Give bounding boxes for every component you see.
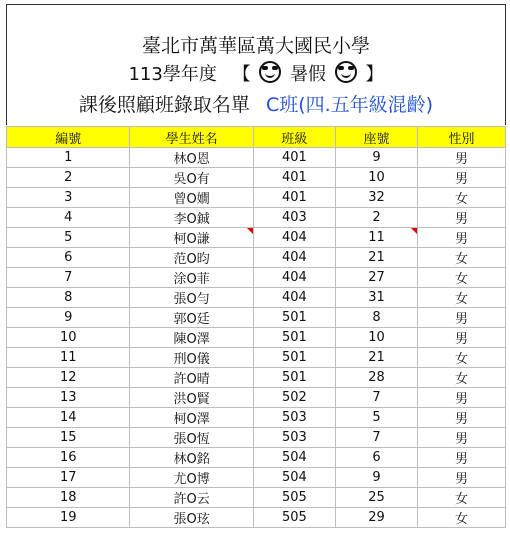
cell-number[interactable]: 5 bbox=[7, 228, 130, 248]
table-row bbox=[7, 428, 506, 448]
cell-class[interactable]: 404 bbox=[253, 228, 335, 248]
cell-gender[interactable]: 男 bbox=[418, 428, 506, 448]
cell-seat[interactable]: 10 bbox=[336, 328, 418, 348]
cell-number[interactable]: 19 bbox=[7, 508, 130, 528]
cell-name[interactable]: 尤O博 bbox=[130, 468, 253, 488]
table-row bbox=[7, 268, 506, 288]
cell-gender[interactable]: 女 bbox=[418, 288, 506, 308]
cell-class[interactable]: 501 bbox=[253, 328, 335, 348]
cell-name[interactable]: 陳O澤 bbox=[130, 328, 253, 348]
cell-seat[interactable]: 21 bbox=[336, 248, 418, 268]
cell-gender[interactable]: 女 bbox=[418, 188, 506, 208]
col-header-gender[interactable]: 性別 bbox=[418, 127, 506, 148]
table-row bbox=[7, 228, 506, 248]
cell-number[interactable]: 15 bbox=[7, 428, 130, 448]
cell-number[interactable]: 3 bbox=[7, 188, 130, 208]
cell-name[interactable]: 林O恩 bbox=[130, 148, 253, 168]
cell-number[interactable]: 13 bbox=[7, 388, 130, 408]
cell-class[interactable]: 501 bbox=[253, 348, 335, 368]
table-row bbox=[7, 468, 506, 488]
cell-name[interactable]: 張O玹 bbox=[130, 508, 253, 528]
cell-number[interactable]: 8 bbox=[7, 288, 130, 308]
cell-number[interactable]: 2 bbox=[7, 168, 130, 188]
cell-seat[interactable]: 21 bbox=[336, 348, 418, 368]
table-row bbox=[7, 388, 506, 408]
summer-label: 暑假 bbox=[290, 64, 327, 85]
title-block bbox=[6, 4, 506, 125]
table-row bbox=[7, 408, 506, 428]
cell-seat[interactable]: 7 bbox=[336, 388, 418, 408]
cell-gender[interactable]: 女 bbox=[418, 348, 506, 368]
table-row bbox=[7, 448, 506, 468]
table-row bbox=[7, 208, 506, 228]
cell-gender[interactable]: 女 bbox=[418, 248, 506, 268]
cell-number[interactable]: 7 bbox=[7, 268, 130, 288]
col-header-name[interactable]: 學生姓名 bbox=[130, 127, 253, 148]
cell-seat[interactable]: 9 bbox=[336, 468, 418, 488]
term-year: 113學年度 bbox=[128, 64, 217, 85]
cell-number[interactable]: 10 bbox=[7, 328, 130, 348]
cell-name[interactable]: 吳O有 bbox=[130, 168, 253, 188]
cell-number[interactable]: 17 bbox=[7, 468, 130, 488]
cell-number[interactable]: 6 bbox=[7, 248, 130, 268]
cell-name[interactable]: 許O晴 bbox=[130, 368, 253, 388]
cell-gender[interactable]: 男 bbox=[418, 168, 506, 188]
sunglasses-face-icon bbox=[259, 61, 281, 83]
cell-class[interactable]: 401 bbox=[253, 168, 335, 188]
cell-class[interactable]: 501 bbox=[253, 368, 335, 388]
table-row bbox=[7, 168, 506, 188]
cell-class[interactable]: 505 bbox=[253, 508, 335, 528]
table-row bbox=[7, 368, 506, 388]
cell-gender[interactable]: 女 bbox=[418, 508, 506, 528]
cell-gender[interactable]: 女 bbox=[418, 488, 506, 508]
table-body bbox=[7, 148, 506, 528]
table-row bbox=[7, 288, 506, 308]
cell-seat[interactable]: 11 bbox=[336, 228, 418, 248]
cell-number[interactable]: 12 bbox=[7, 368, 130, 388]
table-row bbox=[7, 488, 506, 508]
cell-number[interactable]: 14 bbox=[7, 408, 130, 428]
cell-seat[interactable]: 32 bbox=[336, 188, 418, 208]
cell-name[interactable]: 張O勻 bbox=[130, 288, 253, 308]
cell-class[interactable]: 503 bbox=[253, 428, 335, 448]
table-row bbox=[7, 348, 506, 368]
cell-seat[interactable]: 2 bbox=[336, 208, 418, 228]
cell-seat[interactable]: 27 bbox=[336, 268, 418, 288]
cell-gender[interactable]: 男 bbox=[418, 448, 506, 468]
list-title bbox=[7, 90, 505, 117]
cell-class[interactable]: 403 bbox=[253, 208, 335, 228]
cell-class[interactable]: 404 bbox=[253, 268, 335, 288]
roster-table bbox=[6, 126, 506, 528]
cell-seat[interactable]: 29 bbox=[336, 508, 418, 528]
cell-name[interactable]: 李O鋮 bbox=[130, 208, 253, 228]
cell-number[interactable]: 16 bbox=[7, 448, 130, 468]
sunglasses-face-icon bbox=[335, 61, 357, 83]
cell-seat[interactable]: 6 bbox=[336, 448, 418, 468]
cell-name[interactable]: 曾O嫺 bbox=[130, 188, 253, 208]
table-row bbox=[7, 248, 506, 268]
cell-seat[interactable]: 10 bbox=[336, 168, 418, 188]
cell-seat[interactable]: 28 bbox=[336, 368, 418, 388]
cell-name[interactable]: 洪O賢 bbox=[130, 388, 253, 408]
cell-class[interactable]: 505 bbox=[253, 488, 335, 508]
cell-number[interactable]: 11 bbox=[7, 348, 130, 368]
cell-gender[interactable]: 男 bbox=[418, 308, 506, 328]
cell-seat[interactable]: 7 bbox=[336, 428, 418, 448]
col-header-seat[interactable]: 座號 bbox=[336, 127, 418, 148]
cell-class[interactable]: 501 bbox=[253, 308, 335, 328]
cell-gender[interactable]: 男 bbox=[418, 228, 506, 248]
list-title-main: 課後照顧班錄取名單 bbox=[78, 94, 250, 116]
cell-gender[interactable]: 男 bbox=[418, 388, 506, 408]
roster-sheet bbox=[6, 4, 506, 532]
cell-class[interactable]: 504 bbox=[253, 468, 335, 488]
cell-gender[interactable]: 男 bbox=[418, 468, 506, 488]
cell-gender[interactable]: 男 bbox=[418, 328, 506, 348]
cell-seat[interactable]: 25 bbox=[336, 488, 418, 508]
cell-number[interactable]: 18 bbox=[7, 488, 130, 508]
cell-seat[interactable]: 9 bbox=[336, 148, 418, 168]
cell-seat[interactable]: 8 bbox=[336, 308, 418, 328]
cell-class[interactable]: 503 bbox=[253, 408, 335, 428]
cell-name[interactable]: 張O恆 bbox=[130, 428, 253, 448]
table-row bbox=[7, 188, 506, 208]
cell-seat[interactable]: 5 bbox=[336, 408, 418, 428]
cell-name[interactable]: 柯O澤 bbox=[130, 408, 253, 428]
table-row bbox=[7, 508, 506, 528]
cell-class[interactable]: 502 bbox=[253, 388, 335, 408]
cell-name[interactable]: 柯O謙 bbox=[130, 228, 253, 248]
cell-number[interactable]: 9 bbox=[7, 308, 130, 328]
table-header-row bbox=[7, 127, 506, 148]
cell-name[interactable]: 涂O菲 bbox=[130, 268, 253, 288]
table-row bbox=[7, 148, 506, 168]
class-label: C班(四.五年級混齡) bbox=[265, 94, 434, 116]
col-header-class[interactable]: 班級 bbox=[253, 127, 335, 148]
cell-gender[interactable]: 男 bbox=[418, 148, 506, 168]
table-row bbox=[7, 308, 506, 328]
cell-class[interactable]: 401 bbox=[253, 148, 335, 168]
term-title bbox=[7, 60, 505, 86]
cell-seat[interactable]: 31 bbox=[336, 288, 418, 308]
cell-gender[interactable]: 男 bbox=[418, 408, 506, 428]
table-row bbox=[7, 328, 506, 348]
cell-name[interactable]: 林O銘 bbox=[130, 448, 253, 468]
cell-name[interactable]: 許O云 bbox=[130, 488, 253, 508]
cell-number[interactable]: 4 bbox=[7, 208, 130, 228]
col-header-number[interactable]: 編號 bbox=[7, 127, 130, 148]
school-name: 臺北市萬華區萬大國民小學 bbox=[141, 35, 370, 57]
cell-class[interactable]: 404 bbox=[253, 248, 335, 268]
bracket-close: 】 bbox=[365, 64, 384, 85]
cell-name[interactable]: 刑O儀 bbox=[130, 348, 253, 368]
cell-number[interactable]: 1 bbox=[7, 148, 130, 168]
cell-name[interactable]: 郭O廷 bbox=[130, 308, 253, 328]
cell-class[interactable]: 504 bbox=[253, 448, 335, 468]
cell-gender[interactable]: 女 bbox=[418, 368, 506, 388]
cell-name[interactable]: 范O昀 bbox=[130, 248, 253, 268]
cell-class[interactable]: 404 bbox=[253, 288, 335, 308]
cell-class[interactable]: 401 bbox=[253, 188, 335, 208]
cell-gender[interactable]: 男 bbox=[418, 208, 506, 228]
cell-gender[interactable]: 女 bbox=[418, 268, 506, 288]
bracket-open: 【 bbox=[232, 64, 251, 85]
